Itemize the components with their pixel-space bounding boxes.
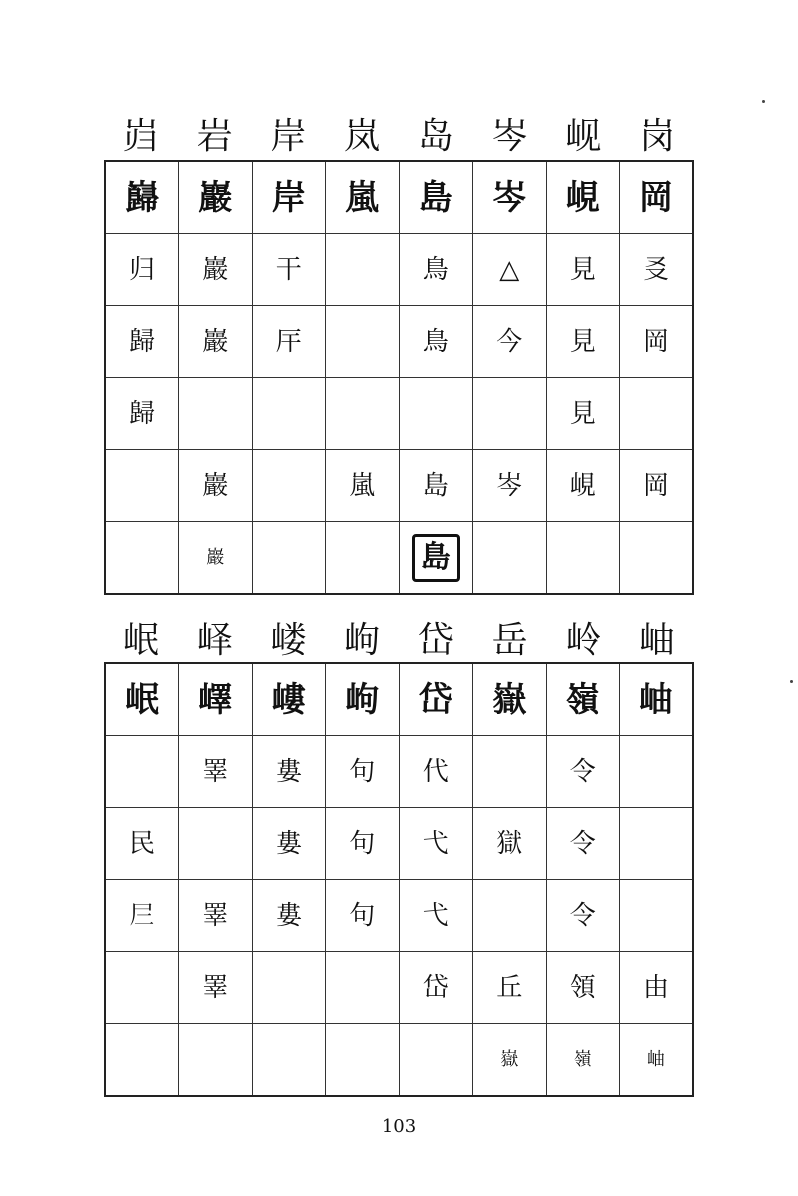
glyph-cell	[620, 234, 694, 306]
glyph-cell	[105, 880, 179, 952]
glyph-cell	[105, 306, 179, 378]
seal-script-glyph: 归	[128, 254, 155, 285]
glyph-cell	[546, 663, 620, 736]
empty-cell	[620, 378, 694, 450]
seal-script-glyph: 代	[422, 756, 449, 787]
glyph-cell	[620, 161, 694, 234]
seal-script-glyph: 嶽	[492, 679, 527, 720]
glyph-cell	[326, 161, 400, 234]
seal-script-glyph: △	[499, 254, 520, 285]
seal-script-glyph: 由	[642, 972, 669, 1003]
empty-cell	[326, 306, 400, 378]
table-row	[105, 736, 693, 808]
glyph-cell	[252, 663, 326, 736]
empty-cell	[473, 880, 547, 952]
seal-script-glyph: 巋	[125, 177, 159, 218]
seal-script-glyph: 弋	[422, 828, 449, 859]
stray-mark	[790, 680, 793, 683]
glyph-cell	[179, 880, 253, 952]
glyph-cell	[252, 880, 326, 952]
seal-script-glyph: 岣	[345, 679, 380, 720]
empty-cell	[473, 522, 547, 595]
glyph-cell	[326, 880, 400, 952]
glyph-cell	[620, 952, 694, 1024]
empty-cell	[105, 450, 179, 522]
seal-script-glyph: 獄	[496, 828, 523, 859]
glyph-cell	[326, 663, 400, 736]
header-char: 嵝	[270, 620, 307, 661]
glyph-cell	[546, 736, 620, 808]
seal-script-glyph: 𡰥	[128, 900, 155, 931]
table-row	[105, 378, 693, 450]
glyph-cell	[252, 736, 326, 808]
table-row	[105, 306, 693, 378]
glyph-cell	[546, 234, 620, 306]
seal-script-glyph: 嵐	[345, 177, 380, 218]
seal-script-glyph: 歸	[128, 326, 155, 357]
seal-script-glyph: 岡	[642, 326, 669, 357]
section-1-header-row	[104, 112, 694, 162]
seal-script-glyph: 岡	[639, 177, 673, 218]
glyph-cell	[252, 808, 326, 880]
empty-cell	[620, 736, 694, 808]
seal-script-glyph: 嶧	[198, 679, 233, 720]
stray-mark	[762, 100, 765, 103]
empty-cell	[326, 952, 400, 1024]
header-char: 岑	[491, 116, 528, 157]
seal-script-glyph: 民	[128, 828, 155, 859]
empty-cell	[399, 1024, 473, 1097]
seal-script-glyph: 弋	[422, 900, 449, 931]
seal-script-glyph: 鳥	[422, 326, 449, 357]
seal-script-glyph: 嶺	[573, 1049, 592, 1070]
seal-script-glyph: 令	[569, 756, 596, 787]
seal-script-glyph: 令	[569, 900, 596, 931]
seal-script-glyph: 婁	[275, 828, 302, 859]
seal-script-glyph: 岸	[271, 177, 306, 218]
glyph-cell	[399, 306, 473, 378]
glyph-cell	[105, 808, 179, 880]
seal-script-glyph: 峴	[565, 177, 600, 218]
glyph-cell	[179, 736, 253, 808]
seal-script-glyph: 見	[569, 254, 596, 285]
seal-script-glyph: 嶁	[271, 679, 306, 720]
glyph-cell	[546, 450, 620, 522]
table-row	[105, 450, 693, 522]
seal-script-glyph: 巖	[202, 470, 229, 501]
empty-cell	[473, 736, 547, 808]
glyph-cell	[546, 378, 620, 450]
seal-script-glyph: 婁	[275, 900, 302, 931]
glyph-cell	[399, 880, 473, 952]
empty-cell	[252, 450, 326, 522]
empty-cell	[620, 880, 694, 952]
seal-script-glyph: 句	[349, 828, 376, 859]
glyph-cell	[105, 234, 179, 306]
table-row	[105, 161, 693, 234]
glyph-cell	[620, 306, 694, 378]
seal-script-glyph: 岑	[496, 470, 523, 501]
seal-script-glyph: 今	[496, 326, 523, 357]
header-char: 岫	[639, 620, 676, 661]
glyph-cell	[179, 663, 253, 736]
empty-cell	[620, 808, 694, 880]
seal-script-glyph: 岫	[647, 1049, 665, 1070]
glyph-cell	[105, 378, 179, 450]
seal-script-glyph: 厈	[275, 326, 302, 357]
seal-script-glyph: 島	[422, 470, 449, 501]
seal-script-glyph: 句	[349, 756, 376, 787]
glyph-cell	[473, 161, 547, 234]
seal-script-glyph: 嶽	[500, 1049, 519, 1070]
glyph-cell	[473, 808, 547, 880]
seal-script-glyph: 睪	[202, 900, 229, 931]
glyph-cell	[179, 306, 253, 378]
glyph-cell	[399, 736, 473, 808]
empty-cell	[179, 808, 253, 880]
glyph-cell	[252, 161, 326, 234]
seal-script-glyph: 睪	[202, 756, 229, 787]
glyph-cell	[252, 306, 326, 378]
seal-script-glyph: 領	[569, 972, 596, 1003]
seal-script-glyph: 島	[418, 177, 453, 218]
section-2-glyph-table	[104, 662, 694, 1097]
header-char: 岩	[196, 116, 233, 157]
table-row	[105, 880, 693, 952]
seal-script-glyph: 見	[569, 326, 596, 357]
glyph-cell	[546, 808, 620, 880]
seal-script-glyph: 岷	[125, 679, 159, 720]
empty-cell	[179, 1024, 253, 1097]
glyph-cell	[473, 306, 547, 378]
glyph-cell	[546, 1024, 620, 1097]
header-char: 岛	[417, 116, 454, 157]
table-row	[105, 234, 693, 306]
glyph-cell	[546, 880, 620, 952]
glyph-cell	[179, 161, 253, 234]
seal-script-glyph: 島	[412, 534, 460, 582]
seal-script-glyph: 歸	[128, 398, 155, 429]
glyph-cell	[399, 808, 473, 880]
seal-script-glyph: 岫	[639, 679, 673, 720]
empty-cell	[105, 522, 179, 595]
page-number: 103	[381, 1116, 417, 1137]
glyph-cell	[179, 234, 253, 306]
glyph-cell	[326, 736, 400, 808]
empty-cell	[473, 378, 547, 450]
seal-script-glyph: 巖	[202, 254, 229, 285]
glyph-cell	[326, 808, 400, 880]
glyph-cell	[620, 450, 694, 522]
table-row	[105, 808, 693, 880]
seal-script-glyph: 嵐	[349, 470, 376, 501]
header-char: 岭	[565, 620, 602, 661]
glyph-cell	[546, 161, 620, 234]
header-char: 岸	[270, 116, 307, 157]
glyph-cell	[473, 663, 547, 736]
empty-cell	[252, 952, 326, 1024]
seal-script-glyph: 嶺	[565, 679, 600, 720]
glyph-cell	[473, 450, 547, 522]
seal-script-glyph: 巖	[202, 326, 229, 357]
glyph-cell	[473, 1024, 547, 1097]
header-char: 岘	[565, 116, 602, 157]
seal-script-glyph: 睪	[202, 972, 229, 1003]
glyph-cell	[326, 450, 400, 522]
empty-cell	[326, 522, 400, 595]
glyph-cell	[399, 450, 473, 522]
seal-script-glyph: 丘	[496, 972, 523, 1003]
empty-cell	[105, 736, 179, 808]
glyph-cell	[179, 952, 253, 1024]
seal-script-glyph: 㕛	[642, 254, 669, 285]
header-char: 岣	[344, 620, 381, 661]
empty-cell	[326, 378, 400, 450]
empty-cell	[326, 1024, 400, 1097]
empty-cell	[179, 378, 253, 450]
glyph-cell	[399, 663, 473, 736]
glyph-cell	[105, 663, 179, 736]
seal-script-glyph: 句	[349, 900, 376, 931]
header-char: 岿	[122, 116, 159, 157]
glyph-cell	[252, 234, 326, 306]
glyph-cell	[546, 952, 620, 1024]
seal-script-glyph: 干	[275, 254, 302, 285]
empty-cell	[105, 1024, 179, 1097]
glyph-cell	[473, 234, 547, 306]
seal-script-glyph: 鳥	[422, 254, 449, 285]
glyph-cell	[473, 952, 547, 1024]
header-char: 岷	[122, 620, 159, 661]
empty-cell	[546, 522, 620, 595]
table-row	[105, 522, 693, 595]
glyph-cell	[620, 1024, 694, 1097]
empty-cell	[326, 234, 400, 306]
header-char: 岳	[491, 620, 528, 661]
seal-script-glyph: 岡	[642, 470, 669, 501]
glyph-cell	[399, 952, 473, 1024]
header-char: 岱	[417, 620, 454, 661]
header-char: 峄	[196, 620, 233, 661]
glyph-cell	[399, 161, 473, 234]
table-row	[105, 663, 693, 736]
header-char: 岗	[639, 116, 676, 157]
table-row	[105, 952, 693, 1024]
glyph-cell	[399, 234, 473, 306]
seal-script-glyph: 見	[569, 398, 596, 429]
seal-script-glyph: 岱	[422, 972, 449, 1003]
glyph-cell	[179, 522, 253, 595]
table-row	[105, 1024, 693, 1097]
glyph-cell	[399, 522, 473, 595]
seal-script-glyph: 婁	[275, 756, 302, 787]
glyph-cell	[620, 663, 694, 736]
empty-cell	[252, 522, 326, 595]
empty-cell	[620, 522, 694, 595]
header-char: 岚	[344, 116, 381, 157]
section-1-glyph-table	[104, 160, 694, 595]
empty-cell	[252, 1024, 326, 1097]
seal-script-glyph: 岑	[492, 177, 527, 218]
empty-cell	[252, 378, 326, 450]
glyph-cell	[179, 450, 253, 522]
seal-script-glyph: 岱	[418, 679, 453, 720]
seal-script-glyph: 峴	[569, 470, 596, 501]
seal-script-glyph: 令	[569, 828, 596, 859]
empty-cell	[399, 378, 473, 450]
seal-script-glyph: 巖	[198, 177, 233, 218]
glyph-cell	[546, 306, 620, 378]
seal-script-glyph: 巖	[206, 547, 225, 568]
empty-cell	[105, 952, 179, 1024]
glyph-cell	[105, 161, 179, 234]
section-2-header-row	[104, 616, 694, 666]
